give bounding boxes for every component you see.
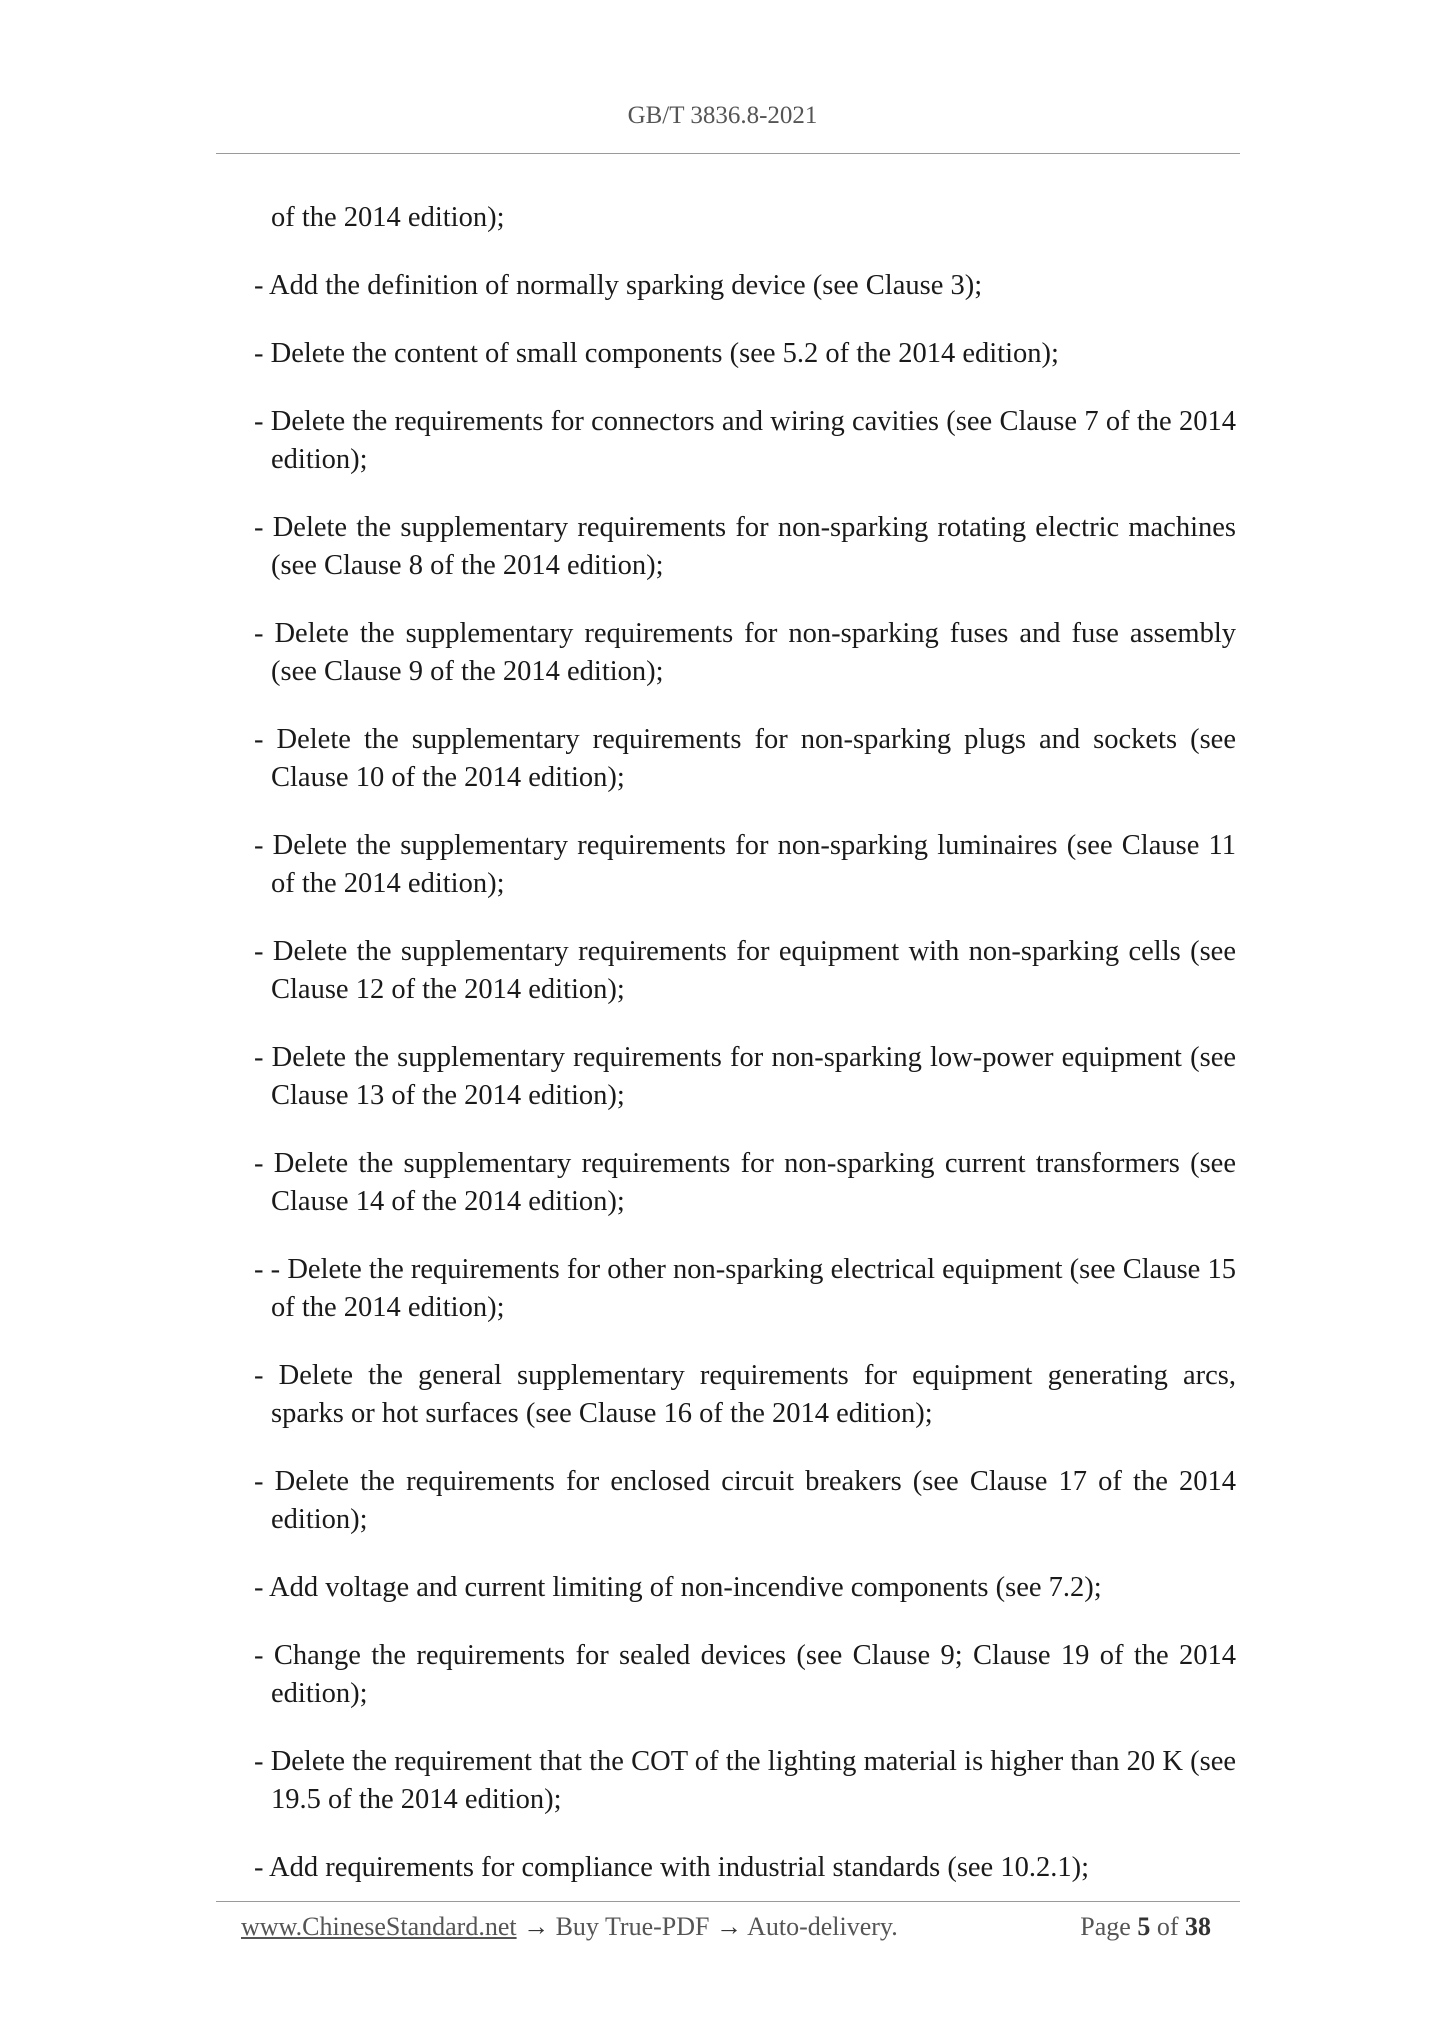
list-item: - Delete the requirements for connectors and wiring cavities (see Clause 7 of the 2014 edition);	[254, 406, 1236, 475]
list-item: - Delete the supplementary requirements for non-sparking fuses and fuse assembly (see Clause 9 of the 2014 edition);	[254, 618, 1236, 687]
document-body	[254, 199, 1236, 1917]
page-footer	[241, 1912, 1211, 1942]
list-item: - Change the requirements for sealed devices (see Clause 9; Clause 19 of the 2014 edition);	[254, 1640, 1236, 1709]
page-number: 5	[1137, 1912, 1151, 1941]
list-item: - Delete the supplementary requirements for non-sparking rotating electric machines (see Clause 8 of the 2014 edition);	[254, 512, 1236, 581]
list-item: - Delete the supplementary requirements for non-sparking luminaires (see Clause 11 of the 2014 edition);	[254, 830, 1236, 899]
list-item: - Add voltage and current limiting of non-incendive components (see 7.2);	[254, 1572, 1102, 1603]
header-divider	[216, 153, 1240, 154]
page-label: Page	[1080, 1912, 1131, 1941]
list-item: - Delete the supplementary requirements for equipment with non-sparking cells (see Clause 12 of the 2014 edition);	[254, 936, 1236, 1005]
total-pages: 38	[1185, 1912, 1211, 1941]
list-item: - Delete the requirement that the COT of the lighting material is higher than 20 K (see 19.5 of the 2014 edition);	[254, 1746, 1236, 1815]
arrow-right-icon: →	[523, 1912, 550, 1941]
list-item: - Delete the supplementary requirements for non-sparking current transformers (see Clause 14 of the 2014 edition);	[254, 1148, 1236, 1217]
list-item: of the 2014 edition);	[271, 202, 505, 233]
site-link[interactable]: www.ChineseStandard.net	[241, 1912, 517, 1941]
list-item: - Add the definition of normally sparking device (see Clause 3);	[254, 270, 983, 301]
of-label: of	[1156, 1912, 1179, 1941]
arrow-right-icon: →	[716, 1912, 742, 1941]
page-header-title: GB/T 3836.8-2021	[627, 102, 818, 129]
list-item: - Delete the content of small components (see 5.2 of the 2014 edition);	[254, 338, 1059, 369]
list-item: - Delete the supplementary requirements for non-sparking low-power equipment (see Clause 13 of the 2014 edition);	[254, 1042, 1236, 1111]
list-item: - Add requirements for compliance with industrial standards (see 10.2.1);	[254, 1852, 1089, 1883]
page-indicator	[1080, 1912, 1211, 1942]
auto-delivery-text: Auto-delivery.	[747, 1912, 898, 1941]
list-item: - Delete the supplementary requirements for non-sparking plugs and sockets (see Clause 10 of the 2014 edition);	[254, 724, 1236, 793]
footer-divider	[216, 1901, 1240, 1902]
list-item: - Delete the requirements for enclosed circuit breakers (see Clause 17 of the 2014 edition);	[254, 1466, 1236, 1535]
buy-true-pdf-text: Buy True-PDF	[555, 1912, 710, 1941]
list-item: - Delete the general supplementary requirements for equipment generating arcs, sparks or hot surfaces (see Clause 16 of the 2014 edition);	[254, 1360, 1236, 1429]
list-item: - - Delete the requirements for other non-sparking electrical equipment (see Clause 15 of the 2014 edition);	[254, 1254, 1236, 1323]
